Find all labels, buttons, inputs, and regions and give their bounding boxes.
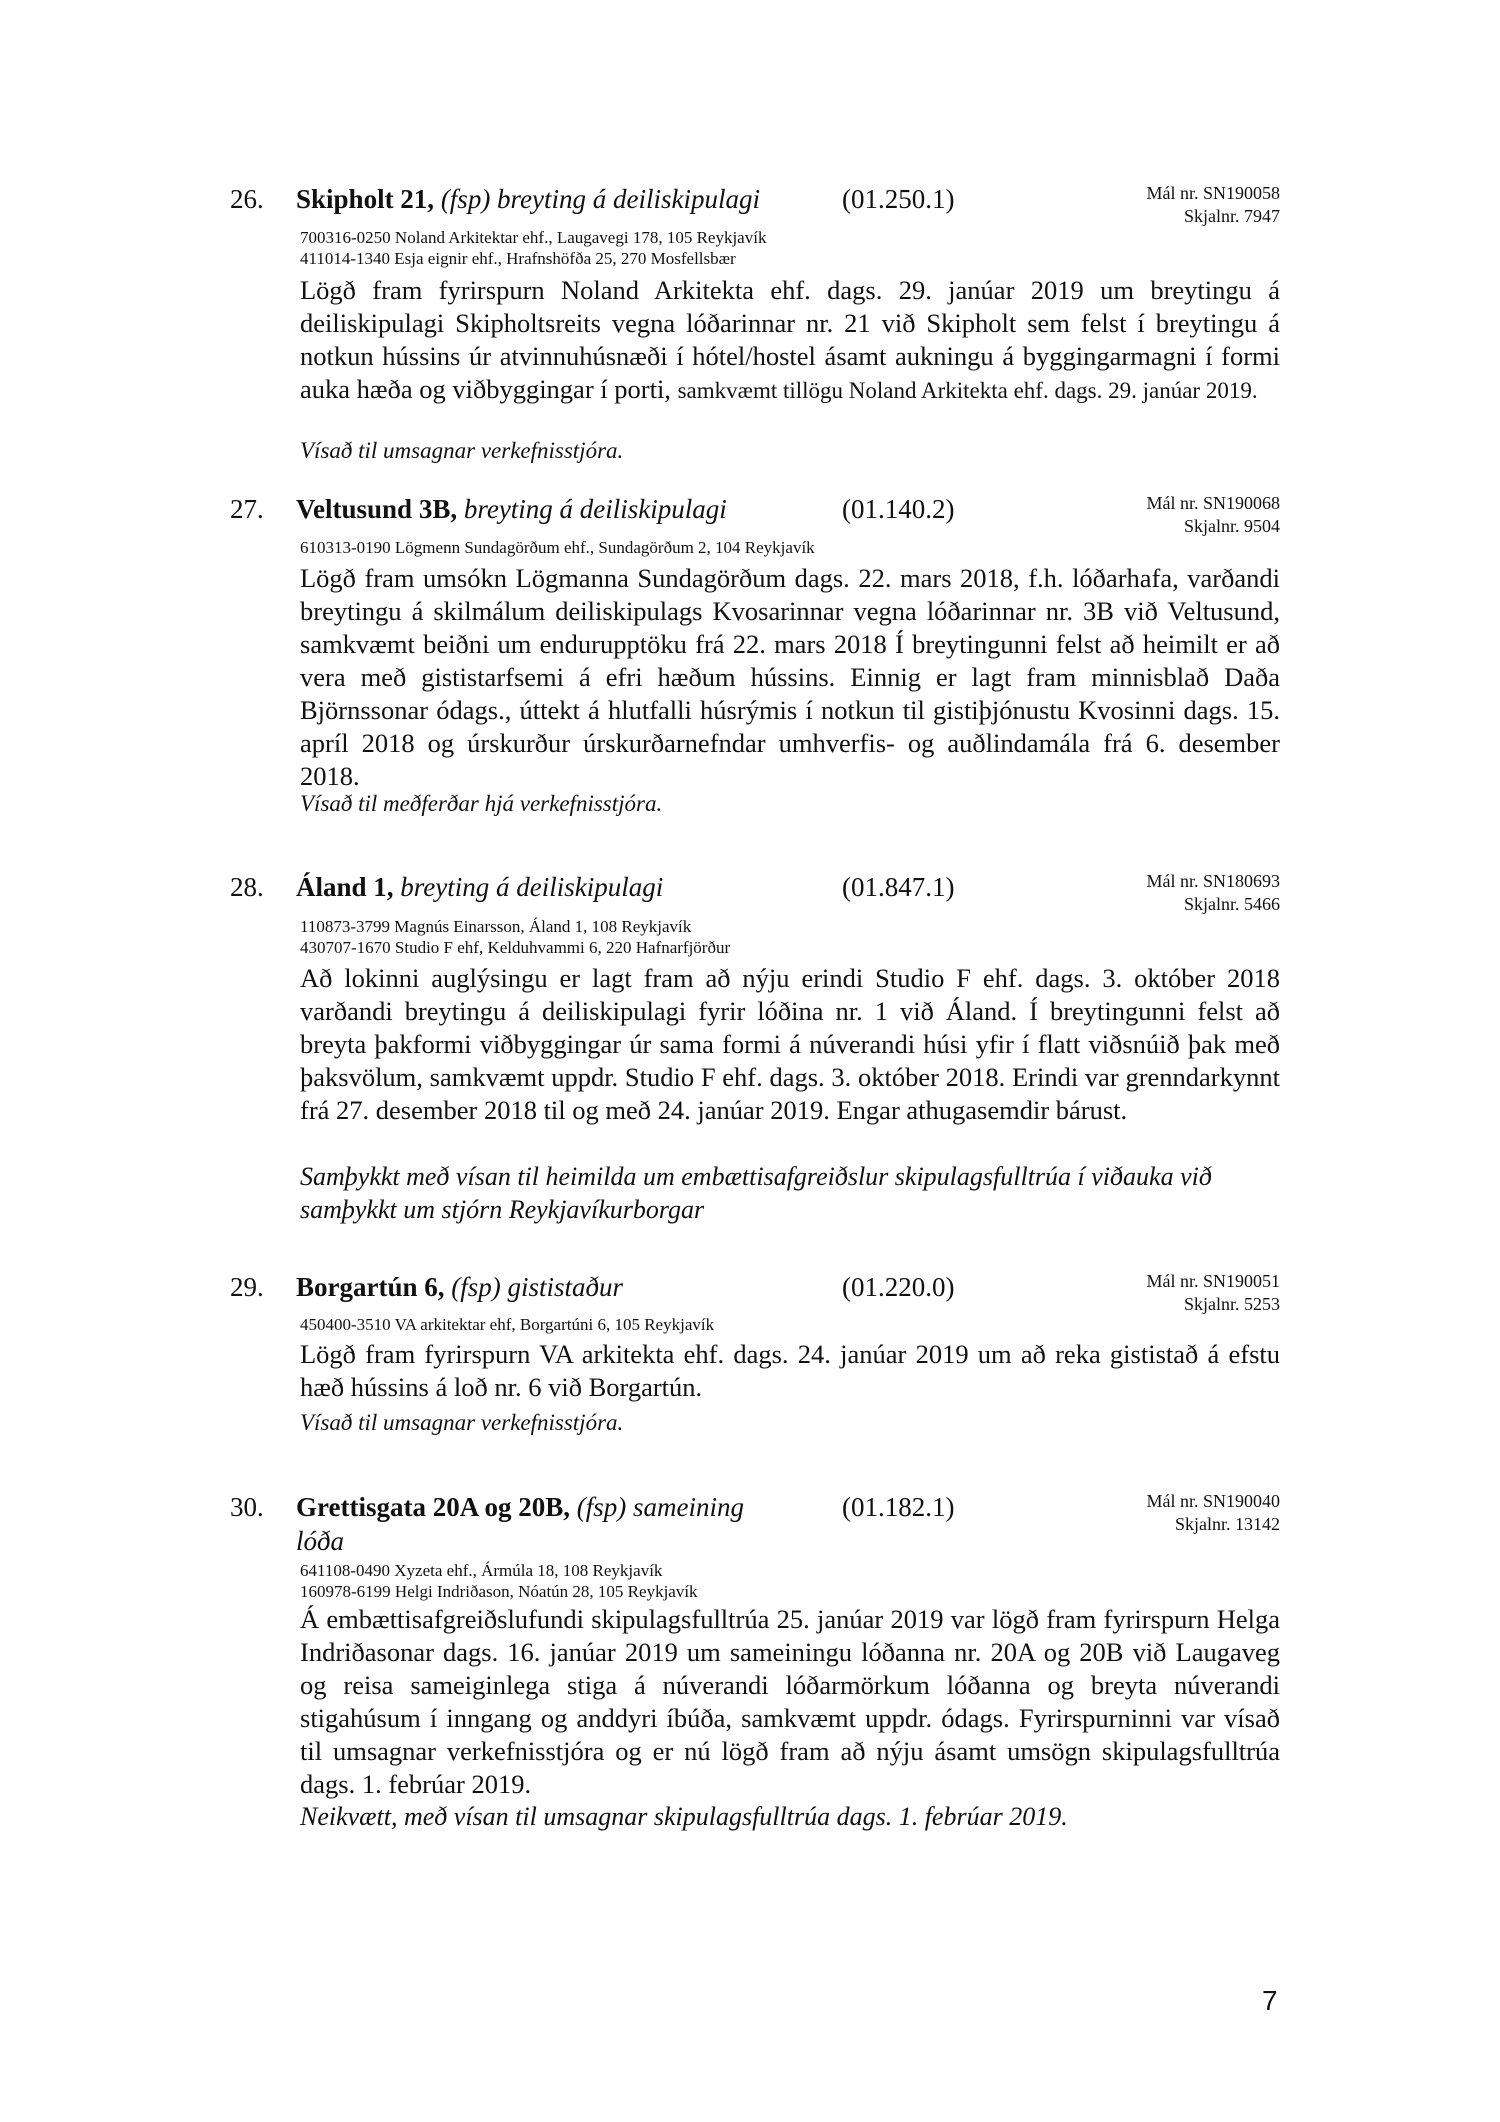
applicant-list bbox=[300, 537, 815, 558]
case-number: Mál nr. SN190068 bbox=[1146, 493, 1280, 513]
case-number: Mál nr. SN190051 bbox=[1146, 1271, 1280, 1291]
item-code: (01.182.1) bbox=[842, 1492, 955, 1522]
item-decision: Vísað til meðferðar hjá verkefnisstjóra. bbox=[300, 791, 663, 816]
item-number: 26. bbox=[230, 184, 264, 214]
item-number: 28. bbox=[230, 872, 264, 902]
item-decision: Vísað til umsagnar verkefnisstjóra. bbox=[300, 1410, 624, 1435]
item-decision: Neikvætt, með vísan til umsagnar skipulagsfulltrúa dags. 1. febrúar 2019. bbox=[300, 1802, 1068, 1831]
item-decision: Samþykkt með vísan til heimilda um embættisafgreiðslur skipulagsfulltrúa í viðauka við samþykkt um stjórn Reykjavíkurborgar bbox=[300, 1162, 1212, 1224]
item-description: Að lokinni auglýsingu er lagt fram að nýju erindi Studio F ehf. dags. 3. október 2018 varðandi breytingu á deiliskipulagi fyrir lóðina nr. 1 við Áland. Í breytingunni felst að breyta þakformi viðbyggingar úr sama formi á núverandi húsi yfir í flatt viðsnúið þak með þaksvölum, samkvæmt uppdr. Studio F ehf. dags. 3. október 2018. Erindi var grenndarkynnt frá 27. desember 2018 til og með 24. janúar 2019. Engar athugasemdir bárust. bbox=[300, 963, 1280, 1125]
item-code: (01.220.0) bbox=[842, 1272, 955, 1302]
applicant: 160978-6199 Helgi Indriðason, Nóatún 28, 105 Reykjavík bbox=[300, 1582, 698, 1601]
description-text: Lögð fram fyrirspurn Noland Arkitekta ehf. dags. 29. janúar 2019 um breytingu á deiliskipulagi Skipholtsreits vegna lóðarinnar nr. 21 við Skipholt sem felst í breytingu á notkun hússins úr atvinnuhúsnæði í hótel/hostel ásamt aukningu á byggingarmagni í formi auka hæða og viðbyggingar í porti, bbox=[300, 275, 1280, 404]
document-number: Skjalnr. 13142 bbox=[1174, 1514, 1280, 1534]
item-decision: Vísað til umsagnar verkefnisstjóra. bbox=[300, 438, 624, 463]
item-title: Skipholt 21, bbox=[296, 184, 435, 214]
item-title: Áland 1, bbox=[296, 872, 394, 902]
item-code: (01.140.2) bbox=[842, 494, 955, 524]
item-subject: (fsp) sameining lóða bbox=[296, 1492, 744, 1556]
item-heading bbox=[296, 1270, 796, 1304]
applicant-list bbox=[300, 916, 730, 958]
document-number: Skjalnr. 9504 bbox=[1183, 516, 1280, 536]
item-code: (01.250.1) bbox=[842, 184, 955, 214]
item-heading bbox=[296, 870, 796, 904]
item-title: Grettisgata 20A og 20B, bbox=[296, 1492, 570, 1522]
applicant: 430707-1670 Studio F ehf, Kelduhvammi 6, 220 Hafnarfjörður bbox=[300, 938, 731, 957]
item-subject: breyting á deiliskipulagi bbox=[463, 494, 727, 524]
case-reference bbox=[1146, 182, 1280, 228]
applicant: 700316-0250 Noland Arkitektar ehf., Laugavegi 178, 105 Reykjavík bbox=[300, 228, 767, 247]
applicant: 110873-3799 Magnús Einarsson, Áland 1, 108 Reykjavík bbox=[300, 917, 692, 936]
document-number: Skjalnr. 5466 bbox=[1183, 894, 1280, 914]
applicant-list bbox=[300, 1314, 714, 1335]
item-subject: (fsp) gististaður bbox=[451, 1272, 624, 1302]
applicant: 450400-3510 VA arkitektar ehf, Borgartúni 6, 105 Reykjavík bbox=[300, 1315, 715, 1334]
applicant-list bbox=[300, 227, 766, 269]
item-subject: (fsp) breyting á deiliskipulagi bbox=[440, 184, 761, 214]
page-number: 7 bbox=[1262, 1985, 1278, 2016]
item-description: Lögð fram umsókn Lögmanna Sundagörðum dags. 22. mars 2018, f.h. lóðarhafa, varðandi breytingu á skilmálum deiliskipulags Kvosarinnar vegna lóðarinnar nr. 3B við Veltusund, samkvæmt beiðni um endurupptöku frá 22. mars 2018 Í breytingunni felst að heimilt er að vera með gististarfsemi á efri hæðum hússins. Einnig er lagt fram minnisblað Daða Björnssonar ódags., úttekt á hlutfalli húsrýmis í notkun til gistiþjónustu Kvosinni dags. 15. apríl 2018 og úrskurður úrskurðarnefndar umhverfis- og auðlindamála frá 6. desember 2018. bbox=[300, 563, 1280, 791]
item-description: Lögð fram fyrirspurn VA arkitekta ehf. dags. 24. janúar 2019 um að reka gististað á efstu hæð hússins á loð nr. 6 við Borgartún. bbox=[300, 1339, 1280, 1402]
case-reference bbox=[1146, 1270, 1280, 1316]
case-number: Mál nr. SN180693 bbox=[1146, 871, 1280, 891]
item-heading bbox=[296, 182, 796, 216]
document-number: Skjalnr. 5253 bbox=[1183, 1294, 1280, 1314]
case-number: Mál nr. SN190040 bbox=[1146, 1491, 1280, 1511]
document-number: Skjalnr. 7947 bbox=[1183, 206, 1280, 226]
item-heading bbox=[296, 492, 796, 526]
applicant: 641108-0490 Xyzeta ehf., Ármúla 18, 108 Reykjavík bbox=[300, 1561, 663, 1580]
description-text-small: samkvæmt tillögu Noland Arkitekta ehf. dags. 29. janúar 2019. bbox=[677, 378, 1258, 403]
applicant: 610313-0190 Lögmenn Sundagörðum ehf., Sundagörðum 2, 104 Reykjavík bbox=[300, 538, 815, 557]
item-number: 27. bbox=[230, 494, 264, 524]
case-reference bbox=[1146, 1490, 1280, 1536]
item-heading bbox=[296, 1490, 776, 1558]
item-description: Á embættisafgreiðslufundi skipulagsfulltrúa 25. janúar 2019 var lögð fram fyrirspurn Helga Indriðasonar dags. 16. janúar 2019 um sameiningu lóðanna nr. 20A og 20B við Laugaveg og reisa sameiginlega stiga á núverandi lóðarmörkum lóðanna og breyta núverandi stigahúsum í inngang og anddyri íbúða, samkvæmt uppdr. ódags. Fyrirspurninni var vísað til umsagnar verkefnisstjóra og er nú lögð fram að nýju ásamt umsögn skipulagsfulltrúa dags. 1. febrúar 2019. bbox=[300, 1604, 1280, 1799]
item-number: 30. bbox=[230, 1492, 264, 1522]
item-number: 29. bbox=[230, 1272, 264, 1302]
applicant: 411014-1340 Esja eignir ehf., Hrafnshöfða 25, 270 Mosfellsbær bbox=[300, 249, 736, 268]
item-title: Veltusund 3B, bbox=[296, 494, 458, 524]
item-code: (01.847.1) bbox=[842, 872, 955, 902]
applicant-list bbox=[300, 1560, 698, 1602]
item-title: Borgartún 6, bbox=[296, 1272, 445, 1302]
case-reference bbox=[1146, 870, 1280, 916]
case-number: Mál nr. SN190058 bbox=[1146, 183, 1280, 203]
item-subject: breyting á deiliskipulagi bbox=[400, 872, 664, 902]
case-reference bbox=[1146, 492, 1280, 538]
item-description bbox=[300, 274, 1280, 407]
